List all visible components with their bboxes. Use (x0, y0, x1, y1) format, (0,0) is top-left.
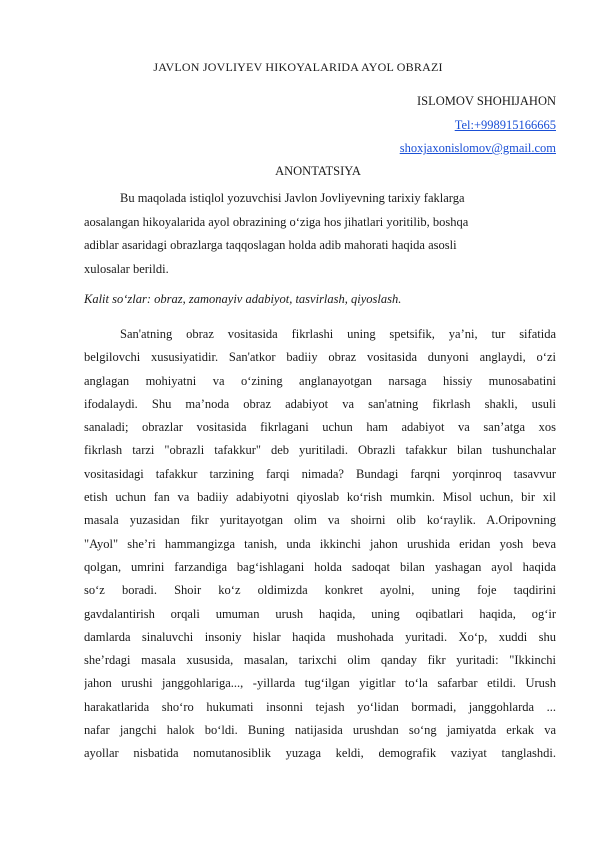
article-title: JAVLON JOVLIYEV HIKOYALARIDA AYOL OBRAZI (153, 60, 443, 74)
body-line: so‘z boradi. Shoir ko‘z oldimizda konkret ayolni, uning foje taqdirini (84, 583, 556, 598)
body-line: harakatlarida sho‘ro hukumati insonni tejash yo‘lidan bormadi, janggohlarda ... (84, 699, 556, 714)
keywords-line: Kalit so‘zlar: obraz, zamonayiv adabiyot, tasvirlash, qiyoslash. (84, 292, 402, 306)
phone-link[interactable]: Tel:+998915166665 (454, 118, 556, 132)
body-line: vositasidagi tafakkur tarzining farqi nimada? Bundagi farqni yorqinroq tasavvur (84, 466, 556, 481)
annotation-line: aosalangan hikoyalarida ayol obrazining o‘ziga hos jihatlari yoritilib, boshqa (84, 214, 469, 229)
author-name: ISLOMOV SHOHIJAHON (416, 94, 556, 108)
body-line: damlarda sinaluvchi insoniy hislar haqida mushohada yuritadi. Xo‘p, xuddi shu (84, 629, 556, 644)
body-paragraph (84, 323, 556, 766)
annotation-line: Bu maqolada istiqlol yozuvchisi Javlon Jovliyevning tarixiy faklarga (120, 191, 465, 205)
body-line: nafar jangchi halok bo‘ldi. Buning natijasida urushdan so‘ng jamiyatda erkak va (84, 723, 556, 738)
body-line: she’rdagi masala xususida, masalan, tarixchi olim qanday fikr yuritadi: "Ikkinchi (84, 653, 556, 668)
annotation-heading: ANONTATSIYA (275, 164, 361, 178)
body-line: qolgan, umrini farzandiga bag‘ishlagani holda sadoqat bilan yashagan ayol haqida (84, 559, 556, 574)
body-line: San'atning obraz vositasida fikrlashi uning spetsifik, ya’ni, tur sifatida (120, 327, 556, 341)
body-line: jahon urushi janggohlariga..., -yillarda tug‘ilgan yigitlar to‘la safarbar etildi. Urush (84, 676, 556, 691)
annotation-paragraph (84, 187, 526, 281)
body-line: ifodalaydi. Shu ma’noda obraz adabiyot va san'atning fikrlash shakli, usuli (84, 396, 556, 411)
body-line: ayollar nisbatida nomutanosiblik yuzaga keldi, demografik vaziyat tanglashdi. (84, 746, 556, 761)
body-line: etish uchun fan va badiiy adabiyotni qiyoslab ko‘rish mumkin. Misol uchun, bir xil (84, 490, 556, 505)
body-line: anglagan mohiyatni va o‘zining anglanayotgan narsaga hissiy munosabatini (84, 373, 556, 388)
body-line: sanaladi; obrazlar vositasida fikrlagani uchun ham adabiyot va san’atga xos (84, 420, 556, 435)
email-link[interactable]: shoxjaxonislomov@gmail.com (399, 141, 556, 155)
annotation-line: xulosalar berildi. (84, 261, 169, 276)
body-line: belgilovchi xususiyatidir. San'atkor badiiy obraz vositasida dunyoni anglaydi, o‘zi (84, 350, 556, 365)
body-line: masala yuzasidan fikr yuritayotgan olim va shoirni olib ko‘raylik. A.Oripovning (84, 513, 556, 528)
body-line: "Ayol" she’ri hammangizga tanish, unda ikkinchi jahon urushida eridan yosh beva (84, 536, 556, 551)
annotation-line: adiblar asaridagi obrazlarga taqqoslagan holda adib mahorati haqida asosli (84, 238, 457, 252)
body-line: gavdalantirish orqali umuman urush haqida, uning oqibatlari haqida, og‘ir (84, 606, 556, 621)
body-line: fikrlash tarzi "obrazli tafakkur" deb yuritiladi. Obrazli tafakkur bilan tushunchalar (84, 443, 556, 458)
